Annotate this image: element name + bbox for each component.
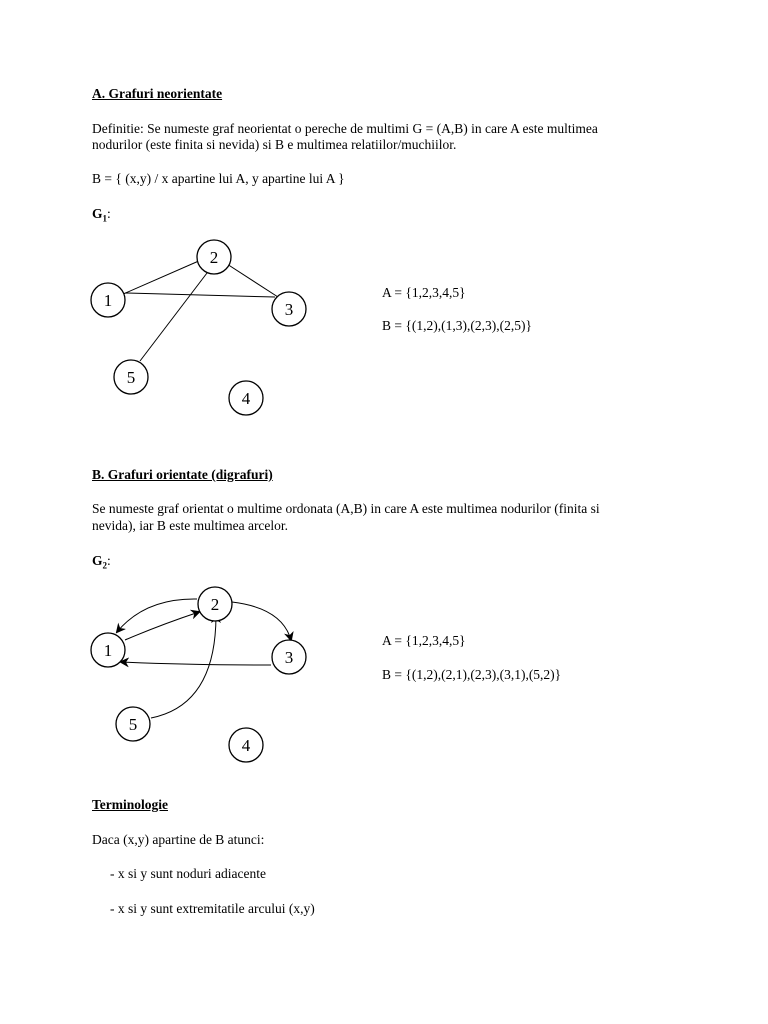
- g2-arc-1-2: [125, 612, 199, 640]
- g1-node-1-label: 1: [103, 291, 113, 310]
- g1-node-5-label: 5: [126, 368, 136, 387]
- g2-node-3-label: 3: [284, 648, 294, 667]
- g2-node-5-label: 5: [128, 715, 138, 734]
- graph-g2-subscript: 2: [102, 560, 108, 571]
- graph-g2-set-a: A = {1,2,3,4,5}: [382, 633, 466, 648]
- section-b-definition-line2: nevida), iar B este multimea arcelor.: [92, 518, 289, 533]
- g2-node-1-label: 1: [103, 641, 113, 660]
- section-a-definition-line2: nodurilor (este finita si nevida) si B e multimea relatiilor/muchiilor.: [92, 137, 457, 152]
- terminology-intro: Daca (x,y) apartine de B atunci:: [92, 832, 265, 847]
- section-a-b-definition: B = { (x,y) / x apartine lui A, y apartine lui A }: [92, 171, 345, 186]
- g2-node-5: [116, 707, 150, 741]
- section-b-definition-line1: Se numeste graf orientat o multime ordonata (A,B) in care A este multimea nodurilor (finita si: [92, 501, 600, 516]
- g2-node-4: [229, 728, 263, 762]
- g2-node-2-label: 2: [210, 595, 220, 614]
- section-b-heading: B. Grafuri orientate (digrafuri): [92, 467, 273, 482]
- g2-node-1: [91, 633, 125, 667]
- g2-node-2: [198, 587, 232, 621]
- g1-node-4-label: 4: [241, 389, 251, 408]
- graph-g1-set-a: A = {1,2,3,4,5}: [382, 285, 466, 300]
- graph-g2-colon: :: [107, 553, 111, 568]
- terminology-item-1: - x si y sunt noduri adiacente: [110, 866, 266, 881]
- graph-g1-letter: G: [92, 206, 103, 221]
- g2-arc-3-1: [121, 662, 271, 665]
- section-a-definition-line1: Definitie: Se numeste graf neorientat o pereche de multimi G = (A,B) in care A este multimea: [92, 121, 598, 136]
- g1-node-3-label: 3: [284, 300, 294, 319]
- g2-node-3: [272, 640, 306, 674]
- graph-g2-letter: G: [92, 553, 103, 568]
- graph-g1-set-b: B = {(1,2),(1,3),(2,3),(2,5)}: [382, 318, 532, 333]
- graph-g1-subscript: 1: [102, 213, 108, 224]
- terminology-heading: Terminologie: [92, 797, 168, 812]
- terminology-item-2: - x si y sunt extremitatile arcului (x,y): [110, 901, 315, 916]
- g2-arc-5-2: [151, 615, 216, 718]
- graph-g1-colon: :: [107, 206, 111, 221]
- section-a-heading: A. Grafuri neorientate: [92, 86, 223, 101]
- g2-node-4-label: 4: [241, 736, 251, 755]
- g2-arc-2-3: [232, 602, 291, 640]
- g1-node-2-label: 2: [209, 248, 219, 267]
- graph-g2-set-b: B = {(1,2),(2,1),(2,3),(3,1),(5,2)}: [382, 667, 562, 682]
